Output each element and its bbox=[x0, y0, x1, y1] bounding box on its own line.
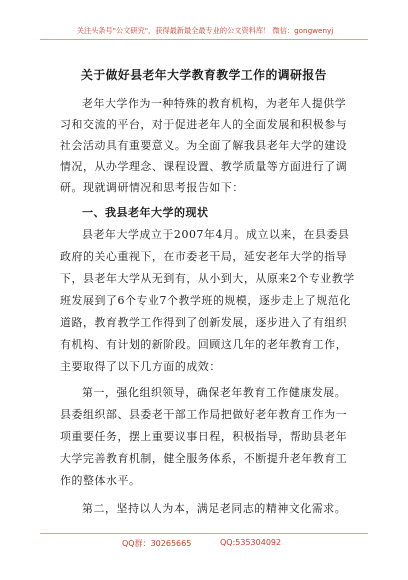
section1-line-3: 下，县老年大学从无到有，从小到大，从原来2个专业教学 bbox=[60, 272, 355, 285]
point1-line-4: 大学完善教育机制，健全服务体系，不断提升老年教育工 bbox=[60, 452, 348, 465]
intro-line-2: 习和交流的平台，对于促进老年人的全面发展和积极参与 bbox=[60, 118, 348, 131]
intro-line-4: 情况，从办学理念、课程设置、教学质量等方面进行了调 bbox=[60, 160, 348, 173]
footer-divider bbox=[40, 533, 368, 534]
intro-line-3: 社会活动具有重要意义。为全面了解我县老年大学的建设 bbox=[60, 139, 348, 152]
section1-line-1: 县老年大学成立于2007年4月。成立以来，在县委县 bbox=[82, 228, 350, 241]
footer bbox=[40, 536, 368, 550]
section1-line-2: 政府的关心重视下，在市委老干局，延安老年大学的指导 bbox=[60, 250, 348, 263]
section1-line-6: 有机构、有计划的新阶段。回顾这几年的老年教育工作， bbox=[60, 338, 348, 351]
point2-line-1: 第二，坚持以人为本，满足老同志的精神文化需求。 bbox=[82, 502, 347, 515]
section-heading-1: 一、我县老年大学的现状 bbox=[82, 206, 209, 219]
point1-line-1: 第一，强化组织领导，确保老年教育工作健康发展。 bbox=[82, 386, 347, 399]
header-divider bbox=[40, 39, 368, 40]
point1-line-3: 项重要任务，摆上重要议事日程，积极指导，帮助县老年 bbox=[60, 430, 348, 443]
point1-line-5: 作的整体水平。 bbox=[60, 474, 141, 487]
intro-line-1: 老年大学作为一种特殊的教育机构，为老年人提供学 bbox=[82, 97, 347, 110]
footer-qq-group: QQ群：30265665 bbox=[122, 539, 192, 548]
section1-line-7: 主要取得了以下几方面的成效： bbox=[60, 360, 221, 373]
document-title: 关于做好县老年大学教育教学工作的调研报告 bbox=[81, 68, 327, 82]
header-banner: 关注头条号"公文研究"，获得最新最全最专业的公文资料库！ 微信：gongwenyj bbox=[76, 26, 334, 35]
point1-line-2: 县委组织部、县委老干部工作局把做好老年教育工作为一 bbox=[60, 408, 348, 421]
section1-line-4: 班发展到了6个专业7个教学班的规模，逐步走上了规范化 bbox=[60, 294, 351, 307]
section1-line-5: 道路，教育教学工作得到了创新发展，逐步进入了有组织 bbox=[60, 316, 348, 329]
footer-qq-number: QQ:535304092 bbox=[220, 538, 282, 547]
intro-line-5: 研。现就调研情况和思考报告如下： bbox=[60, 181, 244, 194]
